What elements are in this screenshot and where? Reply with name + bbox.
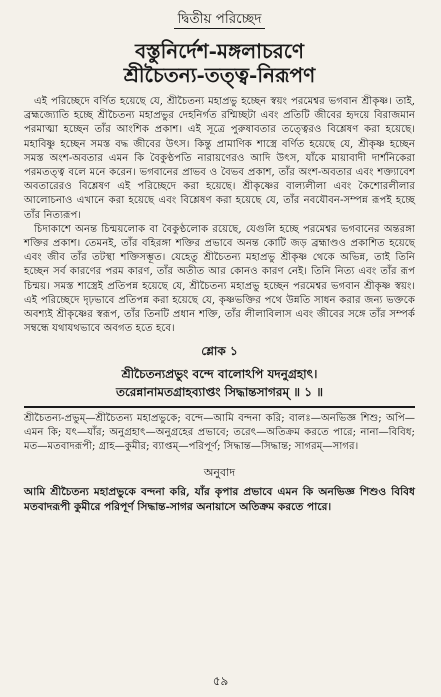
running-head [24, 8, 415, 31]
translation-paragraph: আমি শ্রীচৈতন্য মহাপ্রভুকে বন্দনা করি, যাঁর কৃপার প্রভাবে এমন কি অনভিজ্ঞ শিশুও বিবিধ মতবাদরূপী কুমীরে পরিপূর্ণ সিদ্ধান্ত-সাগর অনায়াসে অতিক্রম করতে পারে। [24, 486, 415, 514]
verse-line-2: তরেন্নানামতগ্রাহব্যাপ্তং সিদ্ধান্তসাগরম্ ॥ ১ ॥ [115, 385, 324, 400]
intro-paragraph-2: চিদাকাশে অনন্ত চিন্ময়লোক বা বৈকুণ্ঠলোক রয়েছে, যেগুলি হচ্ছে পরমেশ্বর ভগবানের অন্তরঙ্গা শক্তির প্রকাশ। তেমনই, তাঁর বহিরঙ্গা শক্তির প্রভাবে অনন্ত কোটি জড় ব্রহ্মাণ্ডও প্রকাশিত হয়েছে এবং জীব তাঁর তটস্থা শক্তিসম্ভূত। যেহেতু শ্রীচৈতন্য মহাপ্রভু শ্রীকৃষ্ণ থেকে অভিন্ন, তাই তিনি হচ্ছেন সর্ব কারণের পরম কারণ, তাঁর অতীত আর কোনও কারণ নেই। তিনি নিত্য এবং তাঁর রূপ চিন্ময়। সমস্ত শাস্ত্রেই প্রতিপন্ন হয়েছে যে, শ্রীচৈতন্য মহাপ্রভু হচ্ছেন পরমেশ্বর ভগবান শ্রীকৃষ্ণ স্বয়ং। এই পরিচ্ছেদে দৃঢ়ভাবে প্রতিপন্ন করা হয়েছে যে, কৃষ্ণভক্তির পথে উন্নতি সাধন করার জন্য ভক্তকে অবশ্যই শ্রীকৃষ্ণের স্বরূপ, তাঁর তিনটি প্রধান শক্তি, তাঁর লীলাবিলাস এবং জীবের সঙ্গে তাঁর সম্পর্ক সম্বন্ধে যথাযথভাবে অবগত হতে হবে। [24, 223, 415, 335]
synonyms-paragraph: শ্রীচৈতন্য-প্রভুম্—শ্রীচৈতন্য মহাপ্রভুকে; বন্দে—আমি বন্দনা করি; বালঃ—অনভিজ্ঞ শিশু; অপি—এমন কি; যৎ—যাঁর; অনুগ্রহাৎ—অনুগ্রহের প্রভাবে; তরেৎ—অতিক্রম করতে পারে; নানা—বিবিধ; মত—মতবাদরূপী; গ্রাহ—কুমীর; ব্যাপ্তম্—পরিপূর্ণ; সিদ্ধান্ত—সিদ্ধান্ত; সাগরম্—সাগর। [24, 412, 415, 453]
divider-rule [24, 406, 415, 407]
sloka-heading: শ্লোক ১ [201, 344, 238, 359]
translation-heading: অনুবাদ [203, 466, 236, 480]
running-head-text: দ্বিতীয় পরিচ্ছেদ [174, 11, 266, 29]
chapter-title-line-1: বস্তুনির্দেশ-মঙ্গলাচরণে [135, 39, 304, 63]
verse-line-1: শ্রীচৈতন্যপ্রভুং বন্দে বালোঽপি যদনুগ্রহাৎ। [121, 367, 318, 382]
chapter-title-line-2: শ্রীচৈতন্য-তত্ত্ব-নিরূপণ [123, 63, 316, 87]
page-number: ৫৯ [212, 674, 229, 688]
intro-paragraph-1: এই পরিচ্ছেদে বর্ণিত হয়েছে যে, শ্রীচৈতন্য মহাপ্রভু হচ্ছেন স্বয়ং পরমেশ্বর ভগবান শ্রীকৃষ্ণ। তাই, ব্রহ্মজ্যোতি হচ্ছে শ্রীচৈতন্য মহাপ্রভুর দেহনির্গত রশ্মিচ্ছটা এবং প্রতিটি জীবের হৃদয়ে বিরাজমান পরমাত্মা হচ্ছেন তাঁর আংশিক প্রকাশ। এই সূত্রে পুরুষাবতার তত্ত্বেরও বিশ্লেষণ করা হয়েছে। মহাবিষ্ণু হচ্ছেন সমস্ত বদ্ধ জীবের উৎস। কিন্তু প্রামাণিক শাস্ত্রে বর্ণিত হয়েছে যে, শ্রীকৃষ্ণ হচ্ছেন সমস্ত অংশ-অবতার এমন কি বৈকুণ্ঠপতি নারায়ণেরও আদি উৎস, যাঁকে মায়াবাদী দার্শনিকেরা পরমতত্ত্ব বলে মনে করেন। ভগবানের প্রাভব ও বৈভব প্রকাশ, তাঁর অংশ-অবতার এবং শক্ত্যাবেশ অবতারেরও বিশ্লেষণ এই পরিচ্ছেদে করা হয়েছে। শ্রীকৃষ্ণের বাল্যলীলা এবং কৈশোরলীলার আলোচনাও এখানে করা হয়েছে এবং বিশ্লেষণ করা হয়েছে যে, তাঁর নবযৌবন-সম্পন্ন রূপই হচ্ছে তাঁর নিত্যরূপ। [24, 96, 415, 221]
